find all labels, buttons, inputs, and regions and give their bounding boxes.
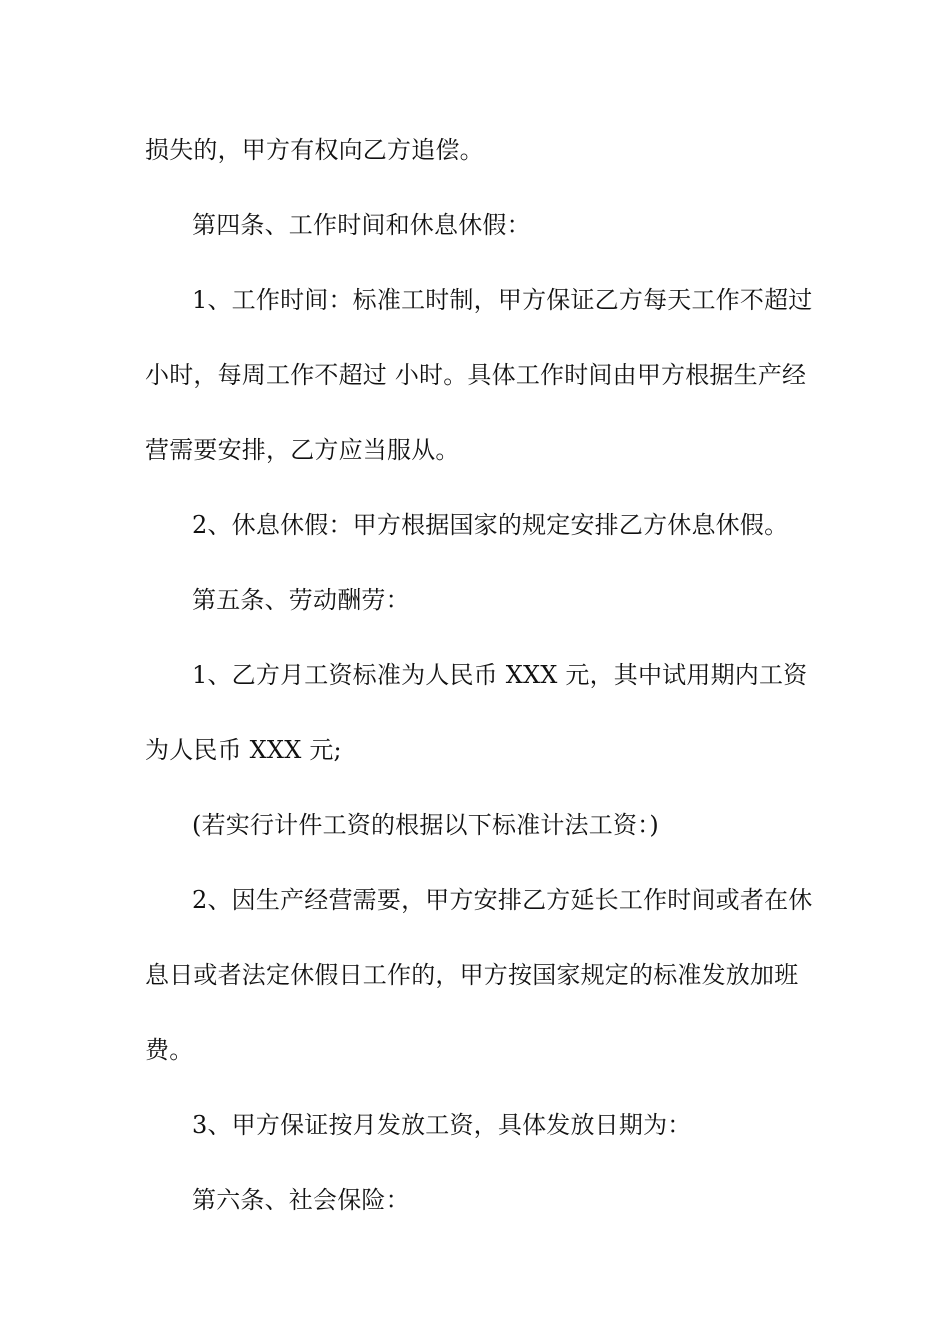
section-heading: 第六条、社会保险： (192, 1186, 410, 1214)
section-heading: 第五条、劳动酬劳： (192, 586, 410, 614)
paragraph-line: (若实行计件工资的根据以下标准计法工资：) (192, 811, 659, 839)
paragraph-line: 1、工作时间：标准工时制，甲方保证乙方每天工作不超过 (192, 286, 813, 314)
paragraph-line: 2、因生产经营需要，甲方安排乙方延长工作时间或者在休 (192, 886, 813, 914)
paragraph-line: 为人民币 XXX 元; (145, 736, 342, 764)
section-heading: 第四条、工作时间和休息休假： (192, 211, 531, 239)
paragraph-line: 损失的，甲方有权向乙方追偿。 (145, 136, 484, 164)
paragraph-line: 息日或者法定休假日工作的，甲方按国家规定的标准发放加班 (145, 961, 799, 989)
paragraph-line: 小时，每周工作不超过 小时。具体工作时间由甲方根据生产经 (145, 361, 807, 389)
paragraph-line: 2、休息休假：甲方根据国家的规定安排乙方休息休假。 (192, 511, 789, 539)
paragraph-line: 1、乙方月工资标准为人民币 XXX 元，其中试用期内工资 (192, 661, 808, 689)
paragraph-line: 费。 (145, 1036, 194, 1064)
paragraph-line: 营需要安排，乙方应当服从。 (145, 436, 460, 464)
paragraph-line: 3、甲方保证按月发放工资，具体发放日期为： (192, 1111, 692, 1139)
